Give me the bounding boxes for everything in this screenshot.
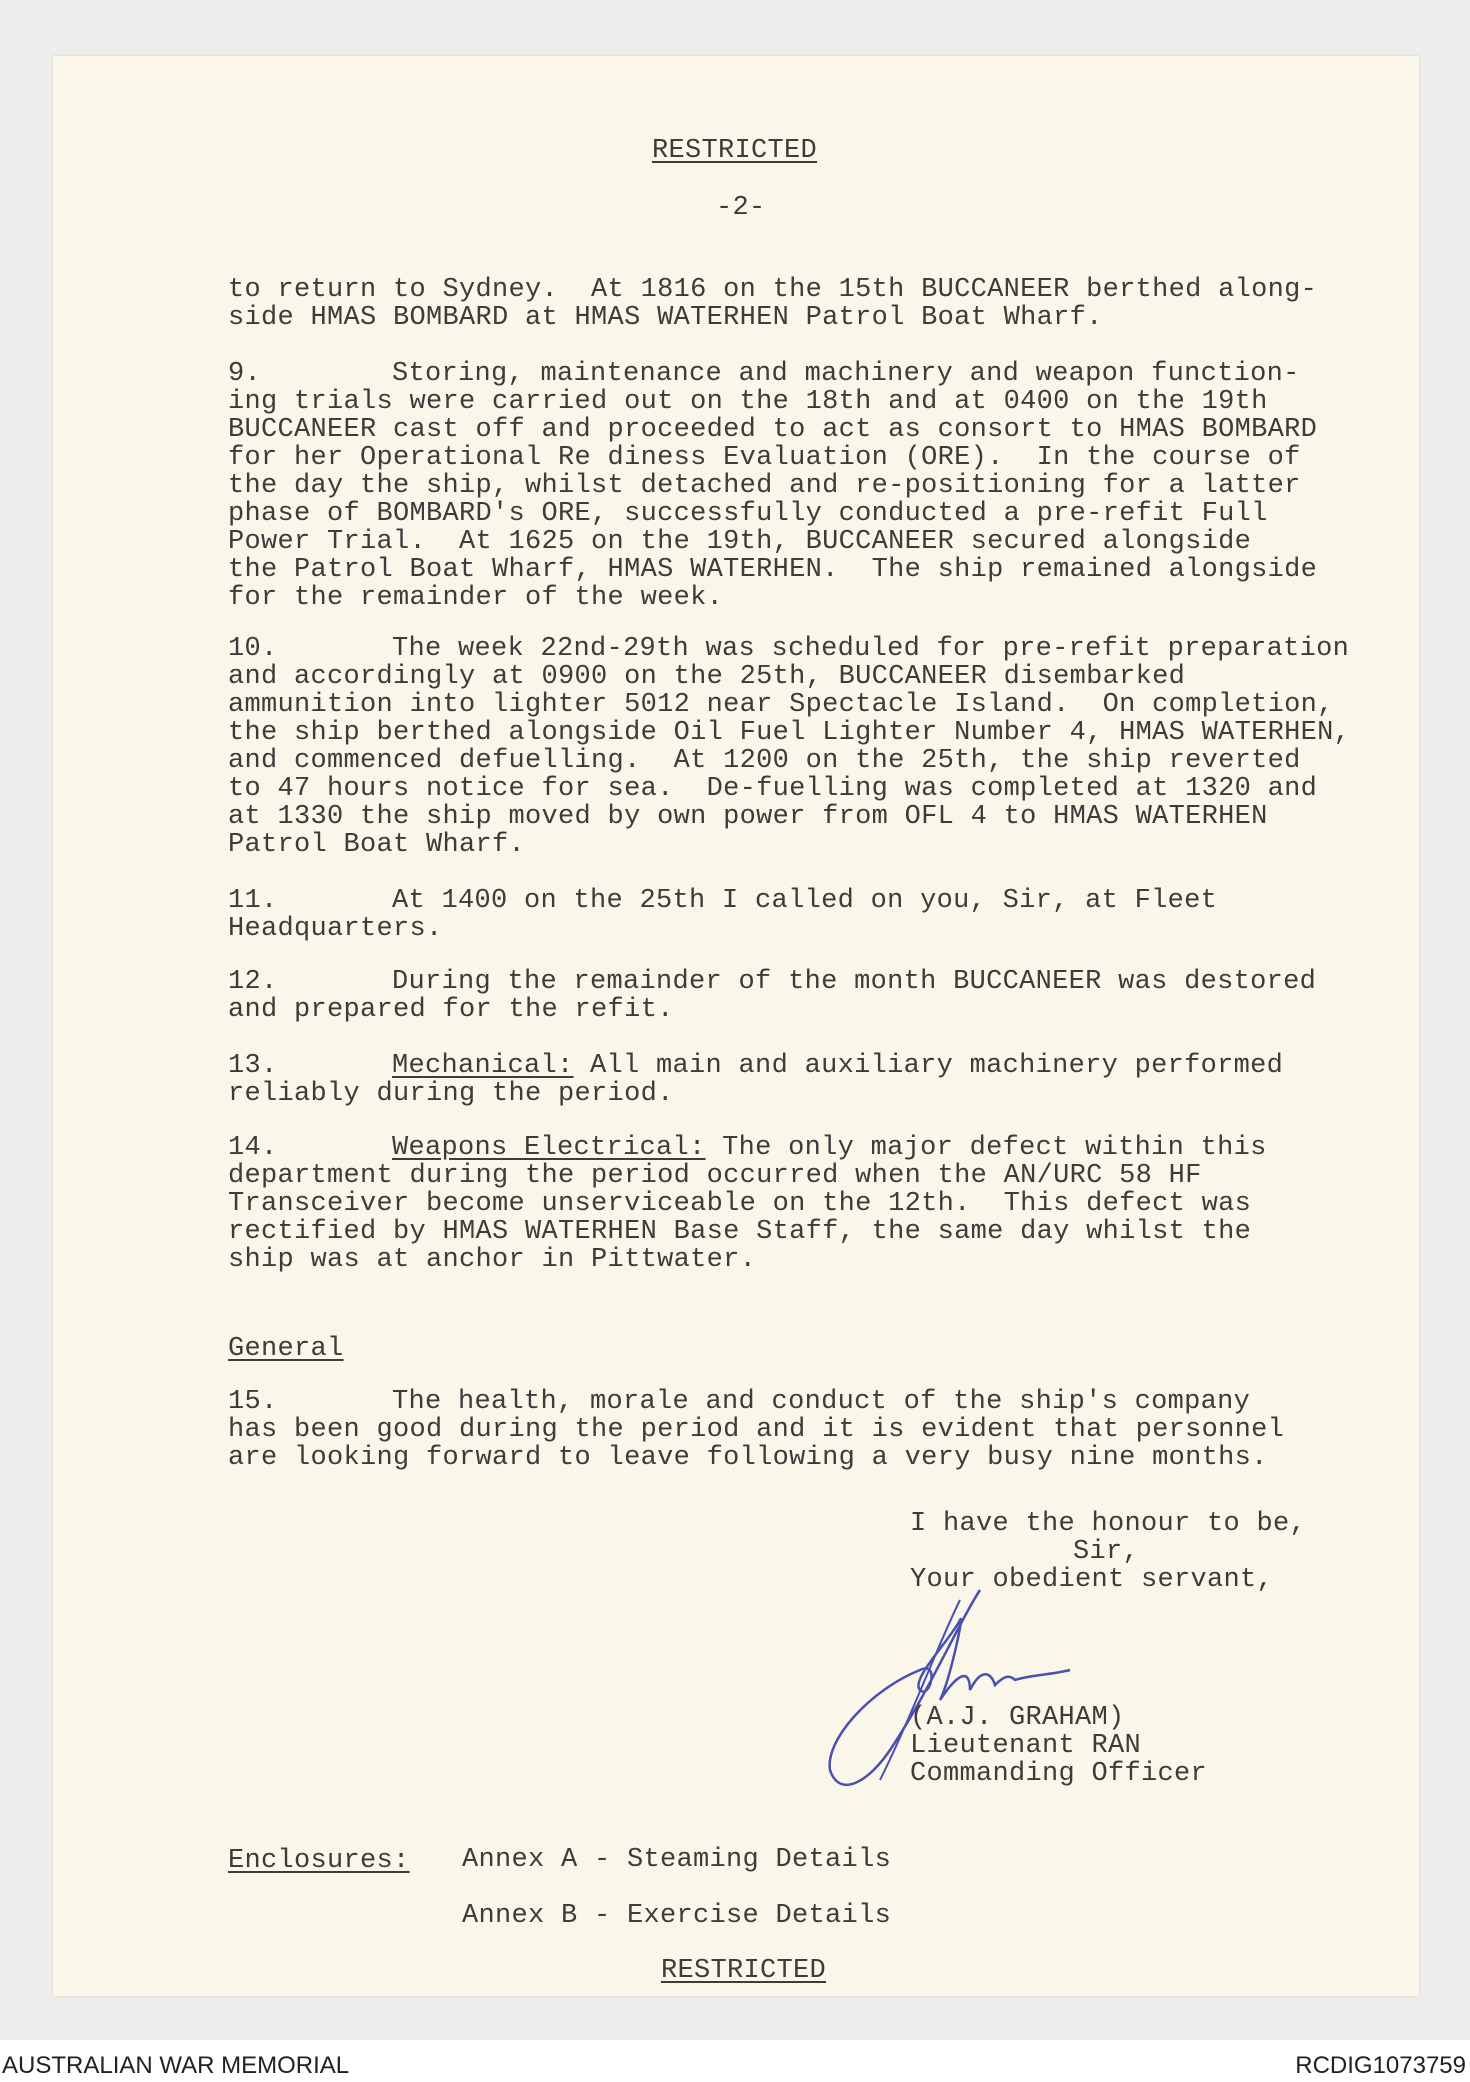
paragraph-line [228, 528, 1317, 556]
paragraph-heading: Weapons Electrical: [392, 1133, 706, 1163]
line-text: are looking forward to leave following a very busy nine months. [228, 1443, 1268, 1473]
line-text: ship was at anchor in Pittwater. [228, 1245, 757, 1275]
line-text: the Patrol Boat Wharf, HMAS WATERHEN. The ship remained alongside [228, 555, 1318, 585]
document-page [53, 56, 1419, 1996]
paragraph-line [228, 584, 1317, 612]
paragraph-line [228, 1190, 1267, 1218]
enclosure-annex-a: Annex A - Steaming Details [462, 1845, 892, 1875]
paragraph-line [228, 388, 1317, 416]
paragraph-heading: Mechanical: [392, 1051, 574, 1081]
line-text: All main and auxiliary machinery performed [573, 1051, 1284, 1081]
paragraph-number: 11. [228, 886, 278, 916]
line-text: At 1400 on the 25th I called on you, Sir, at Fleet [392, 886, 1218, 916]
closing-line-3: Your obedient servant, [910, 1565, 1274, 1595]
header-classification: RESTRICTED [652, 136, 818, 166]
paragraph-p13 [228, 1052, 1283, 1108]
paragraph-line [228, 360, 1317, 388]
line-text: department during the period occurred when the AN/URC 58 HF [228, 1161, 1202, 1191]
line-text: ing trials were carried out on the 18th and at 0400 on the 19th [228, 387, 1268, 417]
paragraph-line [228, 775, 1350, 803]
line-text: During the remainder of the month BUCCANEER was destored [392, 967, 1317, 997]
paragraph-number: 15. [228, 1387, 278, 1417]
page-number: -2- [716, 193, 766, 223]
enclosures-label: Enclosures: [228, 1846, 410, 1876]
archive-id: RCDIG1073759 [1295, 2052, 1466, 2079]
paragraph-line [228, 1246, 1267, 1274]
paragraph-line [228, 1162, 1267, 1190]
line-text: side HMAS BOMBARD at HMAS WATERHEN Patrol Boat Wharf. [228, 303, 1103, 333]
paragraph-line [228, 1052, 1283, 1080]
line-text: phase of BOMBARD's ORE, successfully conducted a pre-refit Full [228, 499, 1268, 529]
archive-institution: AUSTRALIAN WAR MEMORIAL [2, 2052, 350, 2079]
paragraph-line [228, 915, 1217, 943]
signer-title: Commanding Officer [910, 1759, 1208, 1789]
line-text: Storing, maintenance and machinery and weapon function- [392, 359, 1300, 389]
paragraph-line [228, 416, 1317, 444]
line-text: for her Operational Re diness Evaluation (ORE). In the course of [228, 443, 1301, 473]
line-text: to return to Sydney. At 1816 on the 15th BUCCANEER berthed along- [228, 275, 1318, 305]
paragraph-line [228, 663, 1350, 691]
line-text: and accordingly at 0900 on the 25th, BUCCANEER disembarked [228, 662, 1186, 692]
paragraph-line [228, 719, 1350, 747]
line-text: The only major defect within this [705, 1133, 1267, 1163]
signer-rank: Lieutenant RAN [910, 1731, 1142, 1761]
line-text: the ship berthed alongside Oil Fuel Lighter Number 4, HMAS WATERHEN, [228, 718, 1351, 748]
line-text: at 1330 the ship moved by own power from OFL 4 to HMAS WATERHEN [228, 802, 1268, 832]
line-text: and prepared for the refit. [228, 995, 674, 1025]
paragraph-line [228, 276, 1317, 304]
closing-line-1: I have the honour to be, [910, 1509, 1307, 1539]
paragraph-line [228, 500, 1317, 528]
paragraph-line [228, 691, 1350, 719]
paragraph-line [228, 1134, 1267, 1162]
line-text: ammunition into lighter 5012 near Spectacle Island. On completion, [228, 690, 1334, 720]
footer-classification: RESTRICTED [661, 1956, 827, 1986]
line-text: and commenced defuelling. At 1200 on the 25th, the ship reverted [228, 746, 1301, 776]
paragraph-line [228, 444, 1317, 472]
paragraph-number: 13. [228, 1051, 278, 1081]
paragraph-line [228, 747, 1350, 775]
line-text: rectified by HMAS WATERHEN Base Staff, the same day whilst the [228, 1217, 1252, 1247]
paragraph-line [228, 1080, 1283, 1108]
paragraph-number: 12. [228, 967, 278, 997]
paragraph-line [228, 635, 1350, 663]
paragraph-p15 [228, 1388, 1284, 1472]
paragraph-p10 [228, 635, 1350, 859]
paragraph-cont [228, 276, 1317, 332]
paragraph-line [228, 831, 1350, 859]
paragraph-line [228, 1218, 1267, 1246]
line-text: the day the ship, whilst detached and re-positioning for a latter [228, 471, 1301, 501]
line-text: The health, morale and conduct of the ship's company [392, 1387, 1251, 1417]
paragraph-line [228, 1388, 1284, 1416]
line-text: Power Trial. At 1625 on the 19th, BUCCANEER secured alongside [228, 527, 1252, 557]
line-text: Patrol Boat Wharf. [228, 830, 526, 860]
paragraph-line [228, 803, 1350, 831]
line-text: for the remainder of the week. [228, 583, 724, 613]
paragraph-line [228, 556, 1317, 584]
paragraph-line [228, 1444, 1284, 1472]
paragraph-number: 10. [228, 634, 278, 664]
paragraph-line [228, 968, 1316, 996]
signer-name: (A.J. GRAHAM) [910, 1703, 1125, 1733]
paragraph-p14 [228, 1134, 1267, 1274]
paragraph-number: 9. [228, 359, 262, 389]
paragraph-line [228, 472, 1317, 500]
line-text: BUCCANEER cast off and proceeded to act as consort to HMAS BOMBARD [228, 415, 1318, 445]
paragraph-line [228, 1416, 1284, 1444]
section-heading-general: General [228, 1334, 344, 1364]
paragraph-p9 [228, 360, 1317, 612]
paragraph-p11 [228, 887, 1217, 943]
closing-line-2: Sir, [1073, 1537, 1140, 1567]
line-text: Transceiver become unserviceable on the 12th. This defect was [228, 1189, 1252, 1219]
paragraph-line [228, 304, 1317, 332]
paragraph-line [228, 887, 1217, 915]
enclosure-annex-b: Annex B - Exercise Details [462, 1901, 892, 1931]
line-text: Headquarters. [228, 914, 443, 944]
line-text: The week 22nd-29th was scheduled for pre-refit preparation [392, 634, 1350, 664]
line-text: to 47 hours notice for sea. De-fuelling was completed at 1320 and [228, 774, 1318, 804]
paragraph-p12 [228, 968, 1316, 1024]
line-text: reliably during the period. [228, 1079, 674, 1109]
line-text: has been good during the period and it is evident that personnel [228, 1415, 1285, 1445]
paragraph-number: 14. [228, 1133, 278, 1163]
paragraph-line [228, 996, 1316, 1024]
